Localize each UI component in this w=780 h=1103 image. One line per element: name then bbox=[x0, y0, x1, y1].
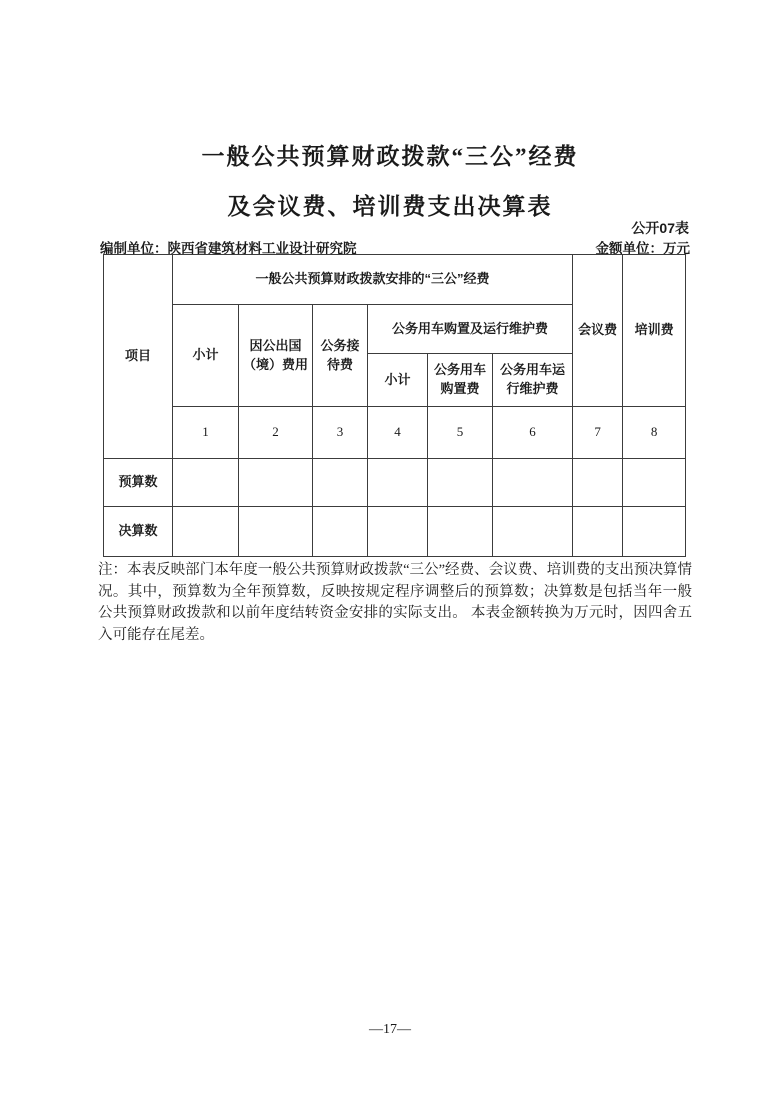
column-number: 5 bbox=[428, 407, 493, 459]
header-sangong-group: 一般公共预算财政拨款安排的“三公”经费 bbox=[173, 255, 573, 305]
column-number: 4 bbox=[368, 407, 428, 459]
table-cell bbox=[428, 507, 493, 557]
document-title-line1: 一般公共预算财政拨款“三公”经费 bbox=[201, 144, 579, 169]
table-row-budget bbox=[104, 459, 686, 507]
table-cell bbox=[313, 507, 368, 557]
table-cell bbox=[493, 507, 573, 557]
budget-table bbox=[103, 254, 686, 557]
table-cell bbox=[573, 507, 623, 557]
table-cell bbox=[239, 507, 313, 557]
amount-unit: 金额单位：万元 bbox=[595, 241, 690, 256]
header-row-1 bbox=[104, 255, 686, 305]
header-meeting-fee: 会议费 bbox=[573, 255, 623, 407]
table-row-final bbox=[104, 507, 686, 557]
table-note: 注：本表反映部门本年度一般公共预算财政拨款“三公”经费、会议费、培训费的支出预决算情况。其中，预算数为全年预算数，反映按规定程序调整后的预算数；决算数是包括当年一般公共预算财政拨款和以前年度结转资金安排的实际支出。 本表金额转换为万元时，因四舍五入可能存在尾差。 bbox=[98, 562, 692, 643]
header-vehicle-group: 公务用车购置及运行维护费 bbox=[368, 305, 573, 354]
row-label-budget: 预算数 bbox=[104, 459, 173, 507]
column-number: 6 bbox=[493, 407, 573, 459]
column-number: 1 bbox=[173, 407, 239, 459]
column-number: 3 bbox=[313, 407, 368, 459]
table-cell bbox=[493, 459, 573, 507]
column-number: 8 bbox=[623, 407, 686, 459]
table-cell bbox=[239, 459, 313, 507]
header-training-fee: 培训费 bbox=[623, 255, 686, 407]
header-subtotal: 小计 bbox=[173, 305, 239, 407]
document-title-line2: 及会议费、培训费支出决算表 bbox=[227, 194, 553, 219]
form-code: 公开07表 bbox=[631, 220, 689, 236]
row-label-final: 决算数 bbox=[104, 507, 173, 557]
table-cell bbox=[313, 459, 368, 507]
header-reception-fee: 公务接待费 bbox=[313, 305, 368, 407]
header-vehicle-subtotal: 小计 bbox=[368, 354, 428, 407]
table-cell bbox=[573, 459, 623, 507]
prepared-by: 编制单位：陕西省建筑材料工业设计研究院 bbox=[100, 241, 357, 256]
table-cell bbox=[623, 459, 686, 507]
column-number: 7 bbox=[573, 407, 623, 459]
table-cell bbox=[173, 459, 239, 507]
table-cell bbox=[623, 507, 686, 557]
header-vehicle-maintenance: 公务用车运行维护费 bbox=[493, 354, 573, 407]
header-vehicle-purchase: 公务用车购置费 bbox=[428, 354, 493, 407]
page-number: —17— bbox=[369, 1022, 411, 1037]
column-number: 2 bbox=[239, 407, 313, 459]
table-cell bbox=[428, 459, 493, 507]
table-cell bbox=[173, 507, 239, 557]
table-cell bbox=[368, 459, 428, 507]
column-number-row bbox=[104, 407, 686, 459]
table-cell bbox=[368, 507, 428, 557]
header-project: 项目 bbox=[104, 255, 173, 459]
header-abroad-fee: 因公出国（境）费用 bbox=[239, 305, 313, 407]
